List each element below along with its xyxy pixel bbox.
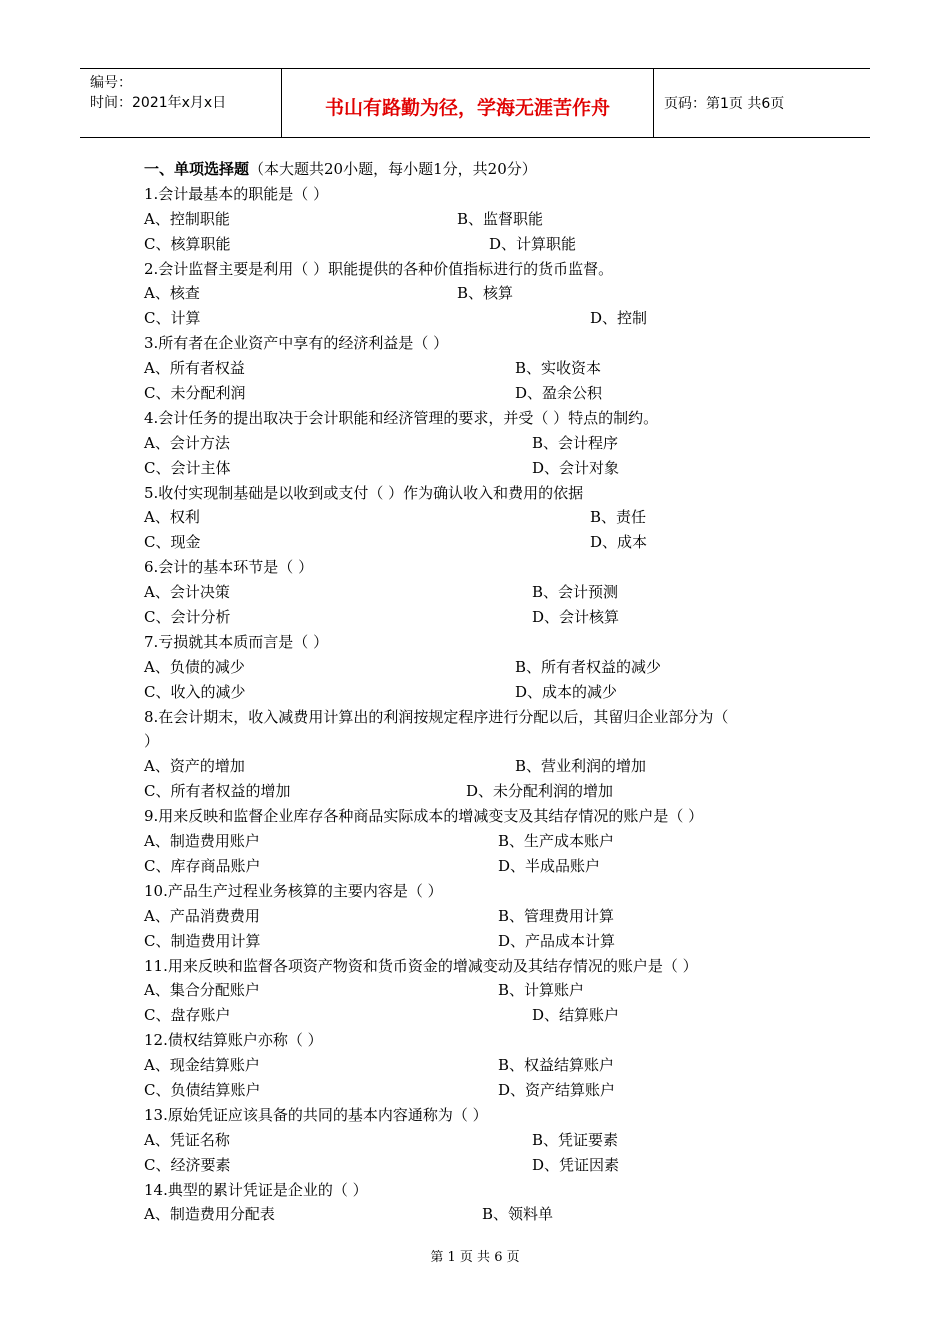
question-text: 13.原始凭证应该具备的共同的基本内容通称为（ ） — [144, 1105, 488, 1124]
text-line — [144, 1178, 814, 1203]
text-line — [144, 630, 814, 655]
header-page-info: 页码：第1页 共6页 — [664, 96, 785, 112]
option-left: A、负债的减少 — [144, 657, 245, 676]
page-footer: 第 1 页 共 6 页 — [430, 1250, 520, 1265]
option-left: C、计算 — [144, 309, 201, 328]
question-text: 11.用来反映和监督各项资产物资和货币资金的增减变动及其结存情况的账户是（ ） — [144, 956, 698, 975]
option-right: D、资产结算账户 — [498, 1080, 616, 1099]
option-right: B、所有者权益的减少 — [515, 657, 662, 676]
option-right: B、监督职能 — [457, 209, 544, 228]
header-motto: 书山有路勤为径，学海无涯苦作舟 — [282, 69, 654, 137]
text-line — [144, 680, 814, 705]
option-left: C、制造费用计算 — [144, 931, 261, 950]
question-text: 7.亏损就其本质而言是（ ） — [144, 632, 329, 651]
text-line — [144, 331, 814, 356]
text-line — [144, 1028, 814, 1053]
question-lines — [144, 182, 814, 1227]
question-text: 1.会计最基本的职能是（ ） — [144, 184, 329, 203]
option-right: B、营业利润的增加 — [515, 757, 647, 776]
option-left: A、制造费用账户 — [144, 832, 260, 851]
option-right: B、凭证要素 — [532, 1130, 619, 1149]
option-right: D、会计核算 — [532, 608, 620, 627]
text-line — [144, 655, 814, 680]
header-left-cell — [80, 69, 282, 137]
text-line — [144, 954, 814, 979]
option-left: C、未分配利润 — [144, 384, 246, 403]
option-left: A、集合分配账户 — [144, 981, 260, 1000]
option-right: B、领料单 — [482, 1205, 554, 1224]
text-line — [144, 555, 814, 580]
option-right: B、权益结算账户 — [498, 1056, 615, 1075]
option-left: A、制造费用分配表 — [144, 1205, 275, 1224]
text-line — [144, 1103, 814, 1128]
option-right: D、产品成本计算 — [498, 931, 616, 950]
option-right: D、会计对象 — [532, 458, 620, 477]
text-line — [144, 1003, 814, 1028]
text-line — [144, 1053, 814, 1078]
question-content — [144, 157, 814, 1227]
option-right: D、盈余公积 — [515, 384, 603, 403]
option-left: C、现金 — [144, 533, 201, 552]
question-text: 5.收付实现制基础是以收到或支付（ ）作为确认收入和费用的依据 — [144, 483, 584, 502]
option-left: A、产品消费费用 — [144, 906, 260, 925]
text-line — [144, 829, 814, 854]
text-line — [144, 306, 814, 331]
option-left: C、收入的减少 — [144, 682, 246, 701]
text-line — [144, 207, 814, 232]
text-line — [144, 505, 814, 530]
text-line — [144, 904, 814, 929]
option-left: A、所有者权益 — [144, 359, 245, 378]
text-line — [144, 729, 814, 754]
option-right: B、会计程序 — [532, 433, 619, 452]
option-left: C、所有者权益的增加 — [144, 782, 291, 801]
text-line — [144, 978, 814, 1003]
text-line — [144, 257, 814, 282]
text-line — [144, 779, 814, 804]
text-line — [144, 456, 814, 481]
option-left: C、核算职能 — [144, 234, 231, 253]
option-left: C、盘存账户 — [144, 1006, 231, 1025]
question-text: 10.产品生产过程业务核算的主要内容是（ ） — [144, 881, 443, 900]
section-note: （本大题共20小题，每小题1分，共20分） — [249, 160, 537, 178]
option-right: B、核算 — [457, 284, 514, 303]
option-left: A、权利 — [144, 508, 200, 527]
question-text: 3.所有者在企业资产中享有的经济利益是（ ） — [144, 334, 449, 353]
text-line — [144, 530, 814, 555]
option-left: A、控制职能 — [144, 209, 230, 228]
question-text: 6.会计的基本环节是（ ） — [144, 558, 314, 577]
text-line — [144, 1128, 814, 1153]
option-right: B、会计预测 — [532, 583, 619, 602]
option-left: A、现金结算账户 — [144, 1056, 260, 1075]
option-right: D、成本 — [590, 533, 648, 552]
option-right: B、实收资本 — [515, 359, 602, 378]
option-right: D、半成品账户 — [498, 856, 601, 875]
option-right: B、计算账户 — [498, 981, 585, 1000]
text-line — [144, 481, 814, 506]
page-header — [80, 68, 870, 138]
option-left: A、资产的增加 — [144, 757, 245, 776]
text-line — [144, 705, 814, 730]
section-heading — [144, 157, 814, 182]
option-right: D、成本的减少 — [515, 682, 618, 701]
document-date: 时间：2021年x月x日 — [90, 95, 227, 111]
text-line — [144, 406, 814, 431]
option-right: D、计算职能 — [489, 234, 577, 253]
option-left: C、经济要素 — [144, 1155, 231, 1174]
text-line — [144, 1078, 814, 1103]
option-left: A、凭证名称 — [144, 1130, 230, 1149]
question-text: 4.会计任务的提出取决于会计职能和经济管理的要求，并受（ ）特点的制约。 — [144, 408, 659, 427]
option-left: C、负债结算账户 — [144, 1080, 261, 1099]
question-text: 2.会计监督主要是利用（ ）职能提供的各种价值指标进行的货币监督。 — [144, 259, 614, 278]
option-left: A、核查 — [144, 284, 200, 303]
text-line — [144, 1202, 814, 1227]
question-text: 14.典型的累计凭证是企业的（ ） — [144, 1180, 368, 1199]
option-right: B、责任 — [590, 508, 647, 527]
text-line — [144, 754, 814, 779]
text-line — [144, 1153, 814, 1178]
text-line — [144, 281, 814, 306]
option-right: D、凭证因素 — [532, 1155, 620, 1174]
option-left: C、会计分析 — [144, 608, 231, 627]
text-line — [144, 804, 814, 829]
option-left: A、会计方法 — [144, 433, 230, 452]
text-line — [144, 854, 814, 879]
text-line — [144, 929, 814, 954]
text-line — [144, 182, 814, 207]
text-line — [144, 879, 814, 904]
option-left: A、会计决策 — [144, 583, 230, 602]
document-number-label: 编号： — [90, 75, 132, 91]
option-right: D、未分配利润的增加 — [466, 782, 614, 801]
text-line — [144, 605, 814, 630]
text-line — [144, 580, 814, 605]
option-right: D、控制 — [590, 309, 648, 328]
question-text: 8.在会计期末，收入减费用计算出的利润按规定程序进行分配以后，其留归企业部分为（ — [144, 707, 729, 726]
option-left: C、库存商品账户 — [144, 856, 261, 875]
text-line — [144, 232, 814, 257]
option-left: C、会计主体 — [144, 458, 231, 477]
option-right: B、管理费用计算 — [498, 906, 615, 925]
text-line — [144, 381, 814, 406]
text-line — [144, 356, 814, 381]
option-right: D、结算账户 — [532, 1006, 620, 1025]
question-text: 9.用来反映和监督企业库存各种商品实际成本的增减变支及其结存情况的账户是（ ） — [144, 807, 704, 826]
question-text: ） — [144, 732, 160, 751]
question-text: 12.债权结算账户亦称（ ） — [144, 1031, 323, 1050]
text-line — [144, 431, 814, 456]
option-right: B、生产成本账户 — [498, 832, 615, 851]
section-title: 一、单项选择题 — [144, 160, 250, 178]
